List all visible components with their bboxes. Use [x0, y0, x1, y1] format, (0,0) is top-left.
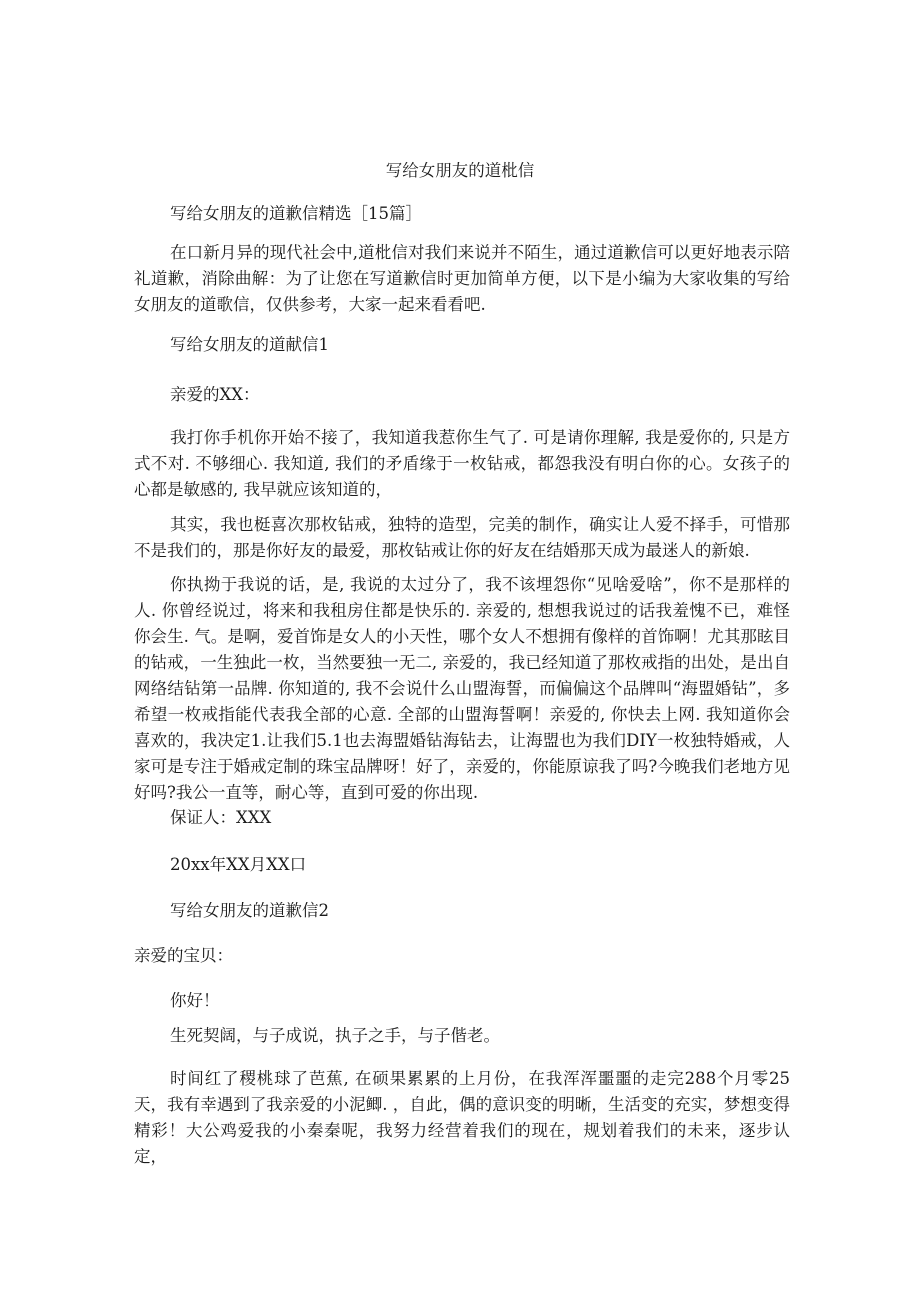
letter2-greeting: 亲爱的宝贝：	[134, 946, 233, 965]
letter1-greeting: 亲爱的XX：	[170, 385, 260, 404]
letter2-hello: 你好！	[170, 991, 220, 1010]
letter2-heading: 写给女朋友的道歉信2	[170, 901, 329, 920]
letter1-paragraph-3: 你执拗于我说的话，是, 我说的太过分了，我不该埋怨你“见啥爱啥”，你不是那样的人. 你曾经说过，将来和我租房住都是快乐的. 亲爱的, 想想我说过的话我羞愧不已，难怪你会生. 气。是啊，爱首饰是女人的小天性，哪个女人不想拥有像样的首饰啊！尤其那眩目的钻戒，一生独此一枚，当然要独一无二, 亲爱的，我已经知道了那枚戒指的出处，是出自网络结钻第一品牌. 你知道的, 我不会说什么山盟海誓，而偏偏这个品牌叫“海盟婚钻”，多希望一枚戒指能代表我全部的心意. 全部的山盟海誓啊！亲爱的, 你快去上网. 我知道你会喜欢的，我决定1.让我们5.1也去海盟婚钻海钻去，让海盟也为我们DIY一枚独特婚戒，人家可是专注于婚戒定制的珠宝品牌呀！好了，亲爱的，你能原谅我了吗?今晚我们老地方见好吗?我公一直等，耐心等，直到可爱的你出现.	[134, 575, 790, 802]
letter2-paragraph-1: 时间红了稷桃球了芭蕉, 在硕果累累的上月份，在我浑浑噩噩的走完288个月零25天，我有幸遇到了我亲爱的小泥鲫. ，自此，偶的意识变的明晰，生活变的充实，梦想变得精彩！大公鸡爱我的小秦秦呢，我努力经营着我们的现在，规划着我们的未来，逐步认定，	[134, 1069, 790, 1166]
document-title: 写给女朋友的道枇信	[385, 161, 535, 180]
document-subtitle: 写给女朋友的道歉信精选［15篇］	[170, 204, 422, 223]
letter1-guarantor: 保证人：XXX	[170, 808, 272, 827]
letter2-quote: 生死契阔，与子成说，执子之手，与子偕老。	[170, 1026, 500, 1045]
intro-paragraph: 在口新月异的现代社会中,道枇信对我们来说并不陌生，通过道歉信可以更好地表示陪礼道歉，消除曲解：为了让您在写道歉信时更加简单方便，以下是小编为大家收集的写给女朋友的道歌信，仅供参考，大家一起来看看吧.	[134, 243, 790, 314]
letter1-paragraph-1: 我打你手机你开始不接了，我知道我惹你生气了. 可是请你理解, 我是爱你的, 只是方式不对. 不够细心. 我知道, 我们的矛盾缘于一枚钻戒，都怨我没有明白你的心。女孩子的心都是敏感的, 我早就应该知道的，	[134, 428, 790, 499]
letter1-date: 20xx年XX月XX口	[170, 855, 307, 874]
letter1-paragraph-2: 其实，我也梃喜次那枚钻戒，独特的造型，完美的制作，确实让人爱不择手，可惜那不是我们的，那是你好友的最爱，那枚钻戒让你的好友在结婚那天成为最迷人的新娘.	[134, 515, 790, 560]
letter1-heading: 写给女朋友的道献信1	[170, 335, 329, 354]
